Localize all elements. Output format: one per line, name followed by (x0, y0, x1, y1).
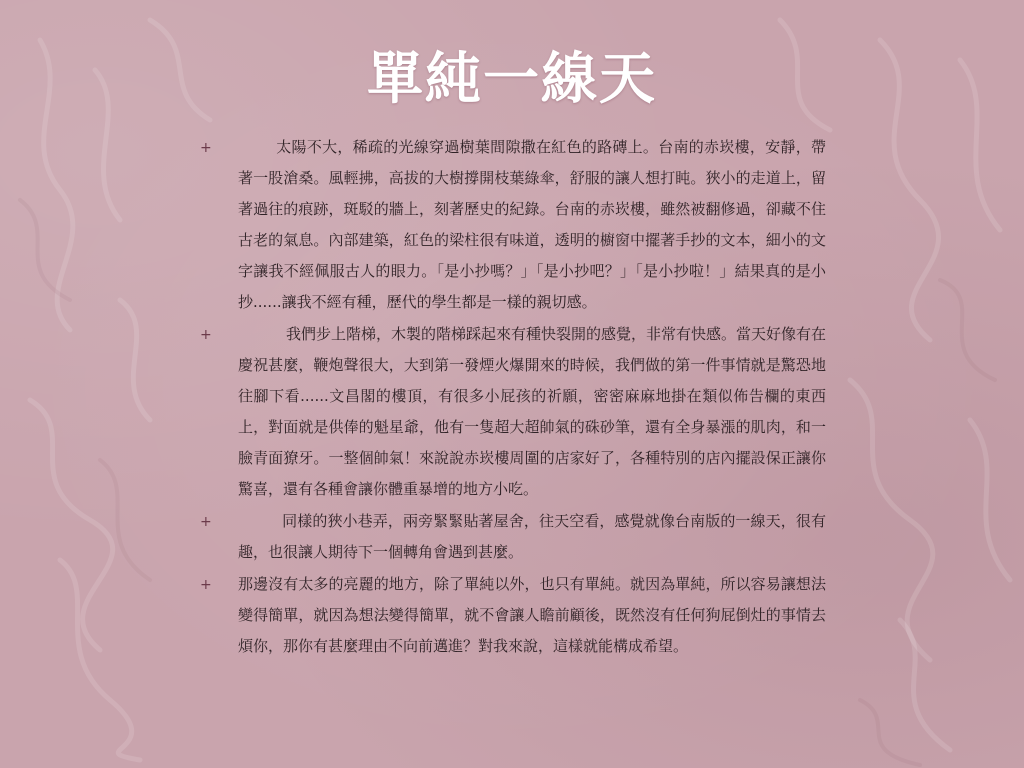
paragraph-text: 我們步上階梯，木製的階梯踩起來有種快裂開的感覺，非常有快感。當天好像有在慶祝甚麼，鞭炮聲很大，大到第一發煙火爆開來的時候，我們做的第一件事情就是驚恐地往腳下看......文昌閣的樓頂，有很多小屁孩的祈願，密密麻麻地掛在類似佈告欄的東西上，對面就是供俸的魁星爺，他有一隻超大超帥氣的硃砂筆，還有全身暴漲的肌肉，和一臉青面獠牙。一整個帥氣！來說說赤崁樓周圍的店家好了，各種特別的店內擺設保正讓你驚喜，還有各種會讓你體重暴增的地方小吃。 (238, 325, 827, 498)
bullet-plus-icon: + (200, 327, 212, 343)
paragraph-text: 同樣的狹小巷弄，兩旁緊緊貼著屋舍，往天空看，感覺就像台南版的一線天，很有趣，也很讓人期待下一個轉角會遇到甚麼。 (238, 512, 826, 561)
content-body (196, 132, 826, 663)
paragraph-text: 那邊沒有太多的亮麗的地方，除了單純以外，也只有單純。就因為單純，所以容易讓想法變得簡單，就因為想法變得簡單，就不會讓人瞻前顧後，既然沒有任何狗屁倒灶的事情去煩你，那你有甚麼理由不向前邁進？對我來說，這樣就能構成希望。 (238, 575, 826, 655)
bullet-plus-icon: + (200, 577, 212, 593)
slide-title: 單純一線天 (367, 47, 657, 112)
paragraph-text: 太陽不大，稀疏的光線穿過樹葉間隙撒在紅色的路磚上。台南的赤崁樓，安靜，帶著一股滄桑。風輕拂，高拔的大樹撐開枝葉綠傘，舒服的讓人想打盹。狹小的走道上，留著過往的痕跡，斑駁的牆上，刻著歷史的紀錄。台南的赤崁樓，雖然被翻修過，卻藏不住古老的氣息。內部建築，紅色的梁柱很有味道，透明的櫥窗中擺著手抄的文本，細小的文字讓我不經佩服古人的眼力。「是小抄嗎？」「是小抄吧？」「是小抄啦！」結果真的是小抄......讓我不經有種，歷代的學生都是一樣的親切感。 (238, 138, 826, 311)
paragraph-4 (196, 569, 826, 662)
paragraph-3 (196, 506, 826, 568)
bullet-plus-icon: + (200, 514, 212, 530)
paragraph-2 (196, 319, 826, 505)
paragraph-1 (196, 132, 826, 318)
bullet-plus-icon: + (200, 140, 212, 156)
